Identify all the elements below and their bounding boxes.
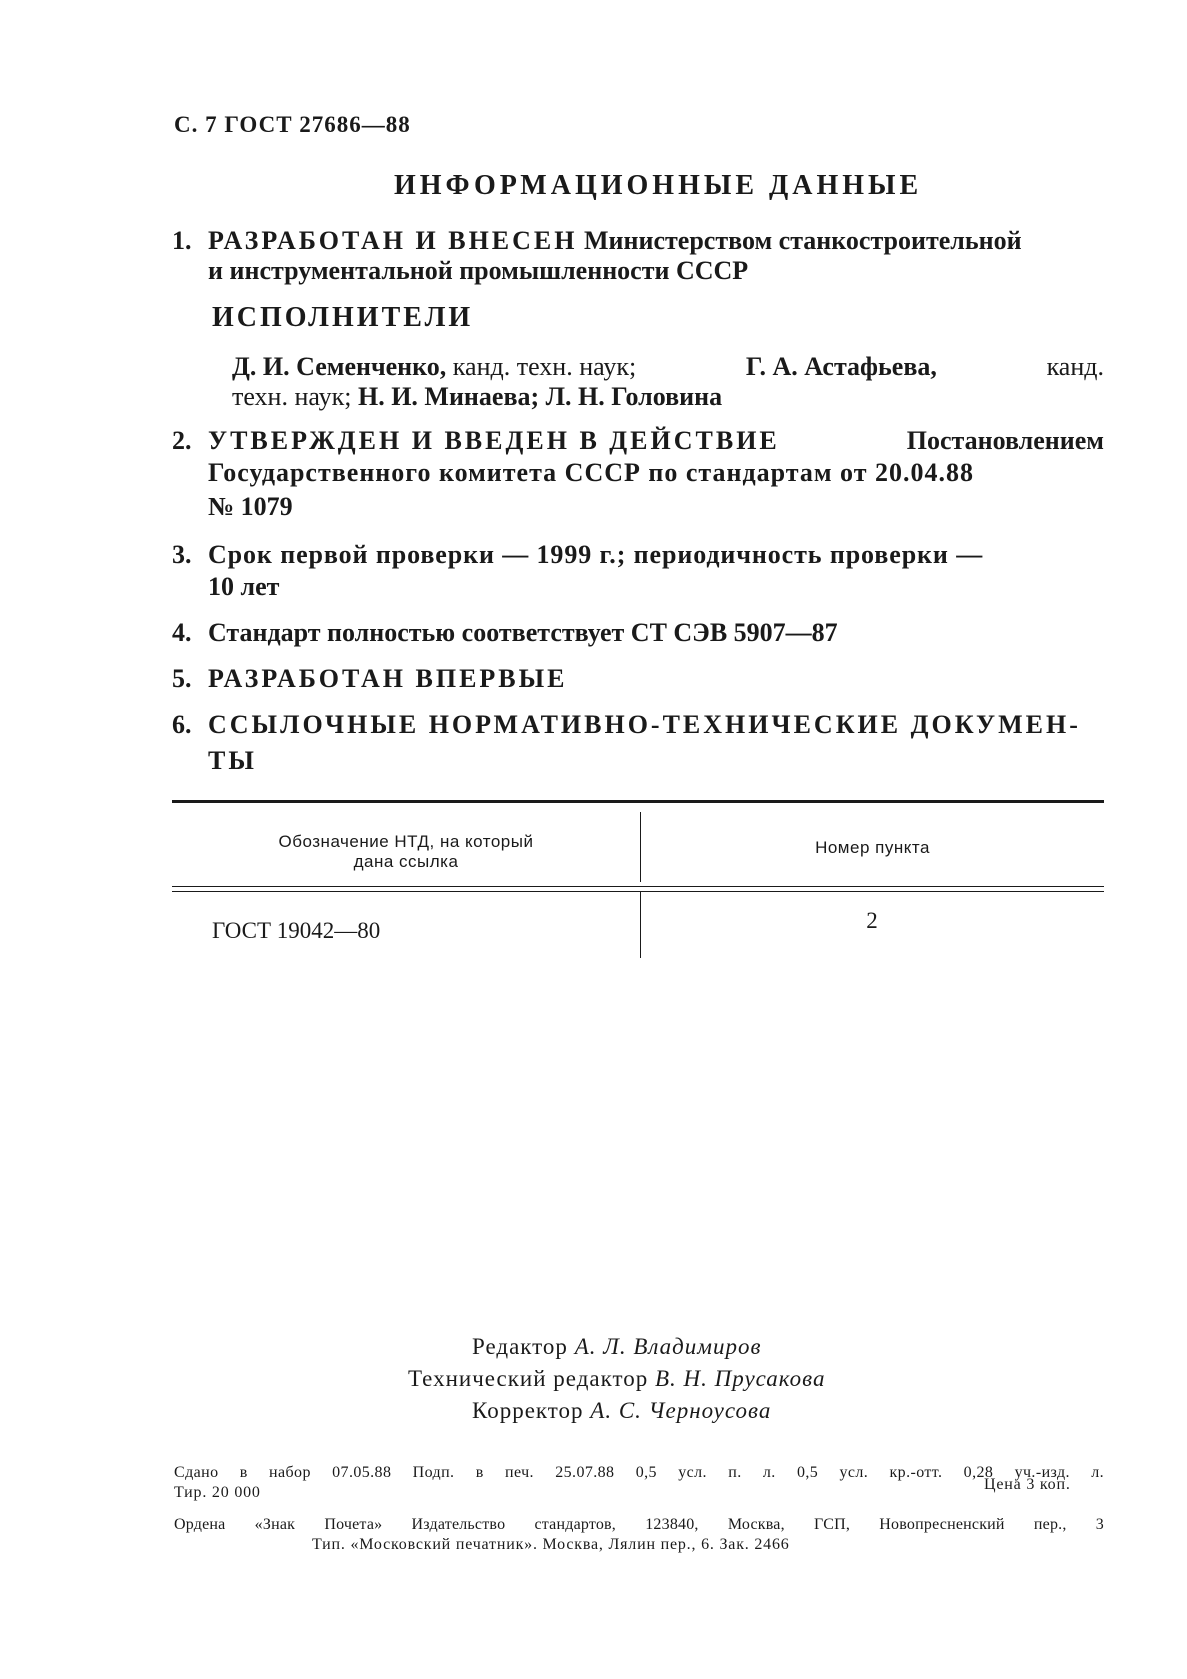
table-header-doc-line: Обозначение НТД, на который bbox=[278, 832, 534, 851]
executor-degree: канд. техн. наук; bbox=[452, 352, 637, 381]
document-title: ИНФОРМАЦИОННЫЕ ДАННЫЕ bbox=[394, 170, 923, 201]
item-number: 1. bbox=[172, 226, 192, 255]
item-number: 2. bbox=[172, 426, 192, 455]
page-header: С. 7 ГОСТ 27686—88 bbox=[174, 112, 411, 137]
item-1 bbox=[172, 226, 1022, 256]
credit-label: Технический редактор bbox=[408, 1366, 649, 1391]
item-number: 6. bbox=[172, 710, 192, 739]
credit-name: В. Н. Прусакова bbox=[654, 1366, 826, 1391]
item-number: 4. bbox=[172, 618, 192, 647]
executor-name: Г. А. Астафьева, bbox=[745, 352, 937, 381]
table-cell-doc: ГОСТ 19042—80 bbox=[212, 918, 381, 943]
imprint-publisher: Ордена «Знак Почета» Издательство стандартов, 123840, Москва, ГСП, Новопресненский пер., 3 bbox=[174, 1516, 1104, 1533]
item-lead: УТВЕРЖДЕН И ВВЕДЕН В ДЕЙСТВИЕ bbox=[208, 426, 780, 455]
executor-name: Н. И. Минаева; bbox=[357, 382, 540, 411]
item-2-line-2: Государственного комитета СССР по стандартам от 20.04.88 bbox=[208, 458, 974, 487]
item-6 bbox=[172, 710, 1081, 740]
item-lead: РАЗРАБОТАН И ВНЕСЕН bbox=[208, 226, 578, 255]
credit-label: Редактор bbox=[472, 1334, 568, 1359]
executor-degree: техн. наук; bbox=[232, 382, 352, 411]
executors-line-2 bbox=[232, 382, 722, 412]
table-header-rule-a bbox=[172, 886, 1104, 887]
credit-name: А. С. Черноусова bbox=[590, 1398, 772, 1423]
executor-degree: канд. bbox=[1046, 352, 1104, 381]
executor-name: Л. Н. Головина bbox=[545, 382, 723, 411]
item-2-line-3: № 1079 bbox=[208, 492, 293, 521]
executors-line-1 bbox=[232, 352, 1104, 382]
item-3-line-2: 10 лет bbox=[208, 572, 280, 601]
credit-label: Корректор bbox=[472, 1398, 584, 1423]
item-3 bbox=[172, 540, 983, 570]
item-text: Срок первой проверки — 1999 г.; периодичность проверки — bbox=[208, 540, 984, 569]
item-5 bbox=[172, 664, 568, 694]
item-text: Постановлением bbox=[906, 426, 1104, 455]
item-6-line-2: ТЫ bbox=[208, 746, 257, 775]
table-header-rule-b bbox=[172, 891, 1104, 892]
table-header-clause: Номер пункта bbox=[815, 838, 930, 857]
table-cell-clause: 2 bbox=[866, 908, 878, 933]
item-number: 3. bbox=[172, 540, 192, 569]
table-header-doc-line: дана ссылка bbox=[353, 852, 459, 871]
table-top-rule bbox=[172, 800, 1104, 803]
credit-name: А. Л. Владимиров bbox=[574, 1334, 762, 1359]
credits-corrector bbox=[472, 1398, 771, 1424]
item-lead: РАЗРАБОТАН ВПЕРВЫЕ bbox=[208, 664, 568, 693]
imprint-circulation: Тир. 20 000 bbox=[174, 1484, 261, 1501]
item-lead: ССЫЛОЧНЫЕ НОРМАТИВНО-ТЕХНИЧЕСКИЕ ДОКУМЕН- bbox=[208, 710, 1081, 739]
item-4 bbox=[172, 618, 838, 648]
item-text: Министерством станкостроительной bbox=[584, 226, 1022, 255]
imprint-printer: Тип. «Московский печатник». Москва, Лялин пер., 6. Зак. 2466 bbox=[312, 1536, 790, 1553]
item-text: Стандарт полностью соответствует СТ СЭВ 5907—87 bbox=[208, 618, 838, 647]
credits-tech-editor bbox=[408, 1366, 825, 1392]
executor-name: Д. И. Семенченко, bbox=[232, 352, 447, 381]
credits-editor bbox=[472, 1334, 761, 1360]
executors-heading: ИСПОЛНИТЕЛИ bbox=[212, 302, 474, 333]
item-number: 5. bbox=[172, 664, 192, 693]
imprint-price: Цена 3 коп. bbox=[984, 1476, 1071, 1493]
imprint-line-1: Сдано в набор 07.05.88 Подп. в печ. 25.07.88 0,5 усл. п. л. 0,5 усл. кр.-отт. 0,28 уч.-изд. л. bbox=[174, 1464, 1104, 1481]
item-2 bbox=[172, 426, 1104, 456]
table-header-doc bbox=[172, 832, 640, 872]
item-1-line-2: и инструментальной промышленности СССР bbox=[208, 256, 749, 285]
